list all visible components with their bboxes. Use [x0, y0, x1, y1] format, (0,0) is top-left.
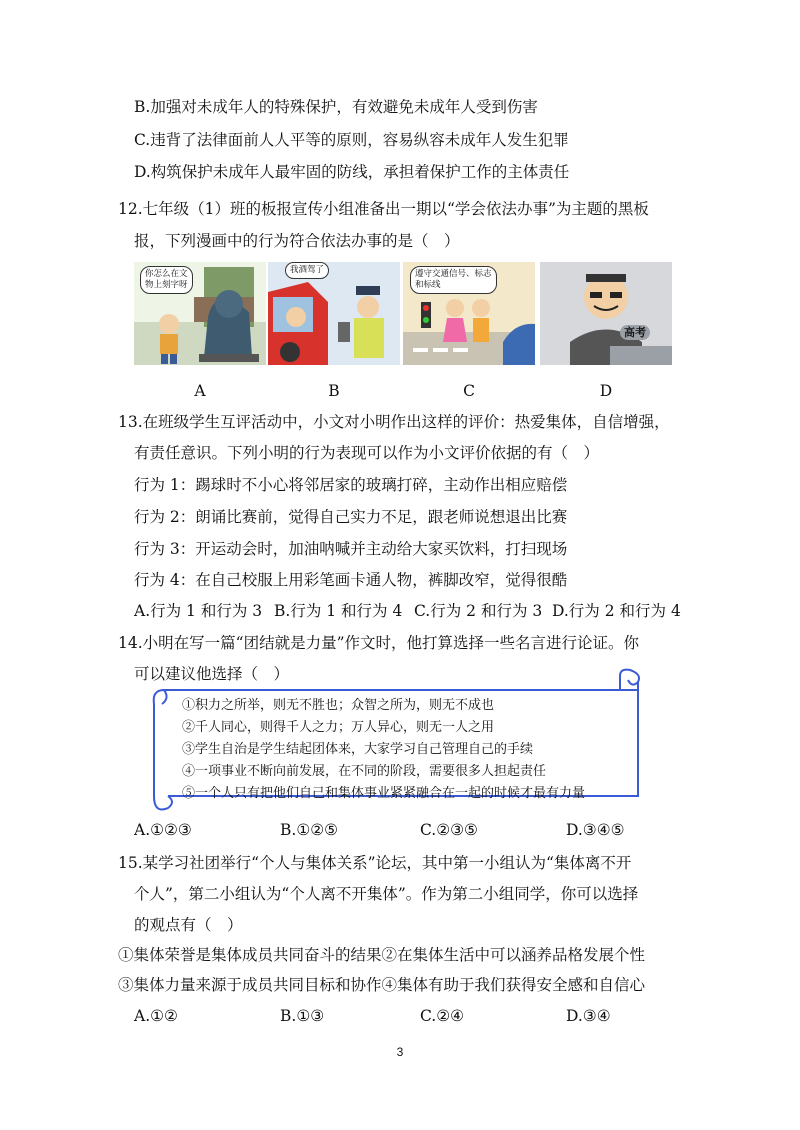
q12-stem-line1: 12.七年级（1）班的板报宣传小组准备出一期以“学会依法办事”为主题的黑板 [118, 200, 649, 218]
q15-stem-line1: 15.某学习社团举行“个人与集体关系”论坛，其中第一小组认为“集体离不开 [118, 854, 632, 872]
image-label-c: C [463, 382, 475, 400]
proverb-2: ②千人同心，则得千人之力；万人异心，则无一人之用 [182, 720, 495, 735]
q13-behavior-4: 行为 4：在自己校服上用彩笔画卡通人物，裤脚改窄，觉得很酷 [134, 571, 568, 589]
q13-option-a: A.行为 1 和行为 3 [134, 602, 263, 620]
q13-behavior-3: 行为 3：开运动会时，加油呐喊并主动给大家买饮料，打扫现场 [134, 540, 568, 558]
q14-stem-line2: 可以建议他选择（ ） [134, 665, 290, 683]
proverb-5: ⑤一个人只有把他们自己和集体事业紧紧融合在一起的时候才最有力量 [182, 786, 586, 801]
q13-stem-line2: 有责任意识。下列小明的行为表现可以作为小文评价依据的有（ ） [134, 444, 600, 462]
page-number: 3 [396, 1045, 404, 1059]
q15-option-c: C.②④ [420, 1007, 465, 1025]
q15-views-line1: ①集体荣誉是集体成员共同奋斗的结果②在集体生活中可以涵养品格发展个性 [118, 946, 646, 964]
cartoon-d-exam-label: 高考 [620, 325, 650, 340]
cartoon-c-speech-bubble: 遵守交通信号、标志 和标线 [410, 266, 497, 294]
q12-stem-line2: 报，下列漫画中的行为符合依法办事的是（ ） [134, 232, 460, 250]
image-label-d: D [599, 382, 613, 400]
cartoon-b-speech-bubble: 我酒驾了 [285, 262, 329, 279]
image-label-b: B [328, 382, 340, 400]
q15-stem-line3: 的观点有（ ） [134, 916, 243, 934]
q15-option-d: D.③④ [566, 1007, 611, 1025]
q13-option-c: C.行为 2 和行为 3 [414, 602, 543, 620]
q13-option-b: B.行为 1 和行为 4 [274, 602, 403, 620]
cartoon-a-speech-bubble: 你怎么在文 物上刻字呀 [140, 266, 193, 294]
q15-option-a: A.①② [134, 1007, 178, 1025]
q14-option-a: A.①②③ [134, 821, 192, 839]
q13-option-d: D.行为 2 和行为 4 [552, 602, 681, 620]
q15-option-b: B.①③ [280, 1007, 325, 1025]
proverb-1: ①积力之所举，则无不胜也；众智之所为，则无不成也 [182, 698, 495, 713]
q13-behavior-2: 行为 2：朗诵比赛前，觉得自己实力不足，跟老师说想退出比赛 [134, 508, 568, 526]
q11-option-b: B.加强对未成年人的特殊保护，有效避免未成年人受到伤害 [134, 98, 538, 116]
q15-stem-line2: 个人”，第二小组认为“个人离不开集体”。作为第二小组同学，你可以选择 [134, 885, 639, 903]
proverb-4: ④一项事业不断向前发展，在不同的阶段，需要很多人担起责任 [182, 764, 547, 779]
q11-option-d: D.构筑保护未成年人最牢固的防线，承担着保护工作的主体责任 [134, 163, 570, 181]
q14-stem-line1: 14.小明在写一篇“团结就是力量”作文时，他打算选择一些名言进行论证。你 [118, 634, 640, 652]
q14-option-d: D.③④⑤ [566, 821, 625, 839]
q14-option-c: C.②③⑤ [420, 821, 478, 839]
image-label-a: A [194, 382, 206, 400]
cartoon-exam-icon [540, 262, 672, 365]
proverb-3: ③学生自治是学生结起团体来，大家学习自己管理自己的手续 [182, 742, 534, 757]
q15-views-line2: ③集体力量来源于成员共同目标和协作④集体有助于我们获得安全感和自信心 [118, 976, 646, 994]
q13-stem-line1: 13.在班级学生互评活动中，小文对小明作出这样的评价：热爱集体，自信增强， [118, 413, 670, 431]
q14-option-b: B.①②⑤ [280, 821, 339, 839]
q11-option-c: C.违背了法律面前人人平等的原则，容易纵容未成年人发生犯罪 [134, 131, 569, 149]
q13-behavior-1: 行为 1：踢球时不小心将邻居家的玻璃打碎，主动作出相应赔偿 [134, 476, 568, 494]
